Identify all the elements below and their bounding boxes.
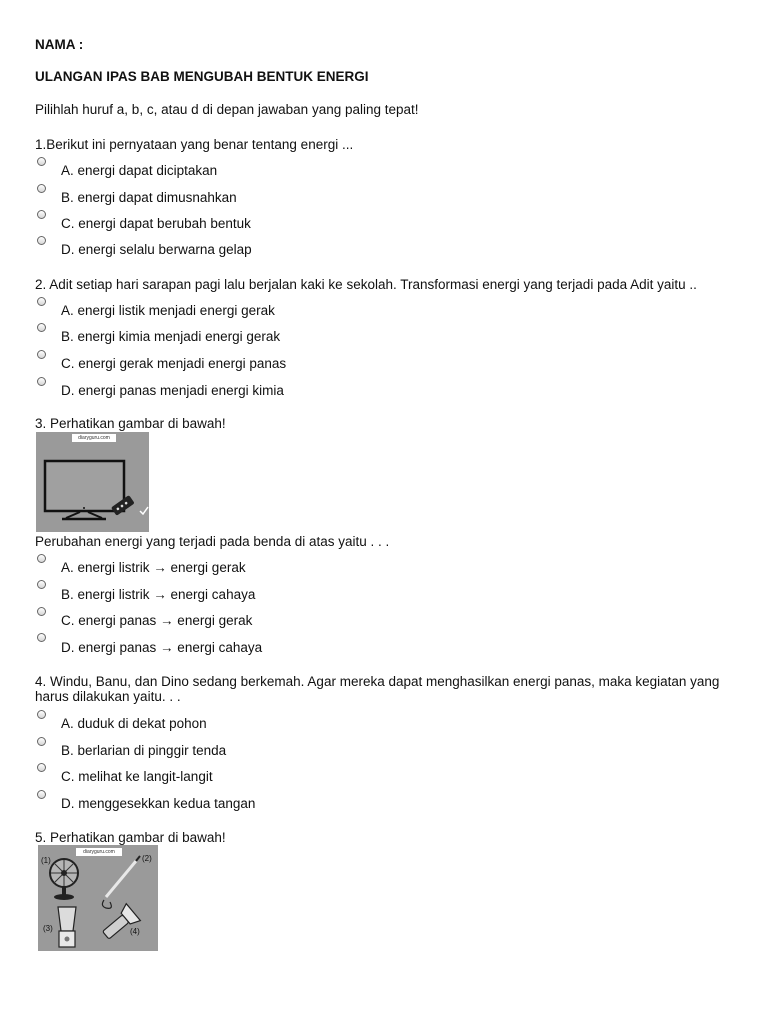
q3-option-c-label: C. energi panas → energi gerak	[61, 613, 253, 628]
q2-option-b-radio[interactable]	[37, 323, 46, 332]
q3-option-b-radio[interactable]	[37, 580, 46, 589]
q1-option-d-label: D. energi selalu berwarna gelap	[61, 242, 252, 257]
q3-option-a-label: A. energi listrik → energi gerak	[61, 560, 246, 575]
q4-option-b-label: B. berlarian di pinggir tenda	[61, 743, 227, 758]
q4-option-a-radio[interactable]	[37, 710, 46, 719]
q3-option-d-label: D. energi panas → energi cahaya	[61, 640, 263, 655]
nama-label: NAMA :	[35, 37, 84, 52]
image-label-1: (1)	[41, 856, 51, 865]
q1-option-b-radio[interactable]	[37, 184, 46, 193]
soldering-iron-icon	[102, 856, 140, 908]
q3-option-b-label: B. energi listrik → energi cahaya	[61, 587, 256, 602]
image-label-2: (2)	[142, 854, 152, 863]
q1-option-a-label: A. energi dapat diciptakan	[61, 163, 218, 178]
devices-image	[38, 845, 158, 951]
q4-option-c-label: C. melihat ke langit-langit	[61, 769, 213, 784]
q1-option-c-label: C. energi dapat berubah bentuk	[61, 216, 251, 231]
image-watermark: diaryguru.com	[76, 848, 122, 856]
q4-option-c-radio[interactable]	[37, 763, 46, 772]
question-3-subtext: Perubahan energi yang terjadi pada benda di atas yaitu . . .	[35, 534, 390, 549]
q3-option-d-radio[interactable]	[37, 633, 46, 642]
q2-option-a-label: A. energi listik menjadi energi gerak	[61, 303, 275, 318]
q2-option-d-radio[interactable]	[37, 377, 46, 386]
q2-option-d-label: D. energi panas menjadi energi kimia	[61, 383, 284, 398]
blender-icon	[58, 907, 76, 947]
q1-option-a-radio[interactable]	[37, 157, 46, 166]
question-5-text: 5. Perhatikan gambar di bawah!	[35, 830, 226, 845]
q4-option-b-radio[interactable]	[37, 737, 46, 746]
question-3-text: 3. Perhatikan gambar di bawah!	[35, 416, 226, 431]
q3-option-c-radio[interactable]	[37, 607, 46, 616]
q1-option-c-radio[interactable]	[37, 210, 46, 219]
q4-option-a-label: A. duduk di dekat pohon	[61, 716, 207, 731]
page-title: ULANGAN IPAS BAB MENGUBAH BENTUK ENERGI	[35, 69, 369, 84]
q4-option-d-label: D. menggesekkan kedua tangan	[61, 796, 256, 811]
question-2-text: 2. Adit setiap hari sarapan pagi lalu berjalan kaki ke sekolah. Transformasi energi yang terjadi pada Adit yaitu ..	[35, 277, 697, 292]
q2-option-b-label: B. energi kimia menjadi energi gerak	[61, 329, 281, 344]
flashlight-icon	[99, 904, 141, 944]
question-1-text: 1.Berikut ini pernyataan yang benar tentang energi ...	[35, 137, 354, 152]
image-label-3: (3)	[43, 924, 53, 933]
q1-option-b-label: B. energi dapat dimusnahkan	[61, 190, 237, 205]
q1-option-d-radio[interactable]	[37, 236, 46, 245]
question-4-text: 4. Windu, Banu, dan Dino sedang berkemah. Agar mereka dapat menghasilkan energi panas, maka kegiatan yang harus dilakukan yaitu. . .	[35, 674, 720, 704]
q2-option-c-label: C. energi gerak menjadi energi panas	[61, 356, 287, 371]
image-label-4: (4)	[130, 927, 140, 936]
image-watermark: diaryguru.com	[72, 434, 116, 442]
q2-option-a-radio[interactable]	[37, 297, 46, 306]
q3-option-a-radio[interactable]	[37, 554, 46, 563]
q2-option-c-radio[interactable]	[37, 350, 46, 359]
television-image	[36, 432, 149, 532]
fan-icon	[50, 859, 78, 900]
television-icon	[36, 432, 149, 532]
q4-option-d-radio[interactable]	[37, 790, 46, 799]
instruction-text: Pilihlah huruf a, b, c, atau d di depan jawaban yang paling tepat!	[35, 102, 419, 117]
